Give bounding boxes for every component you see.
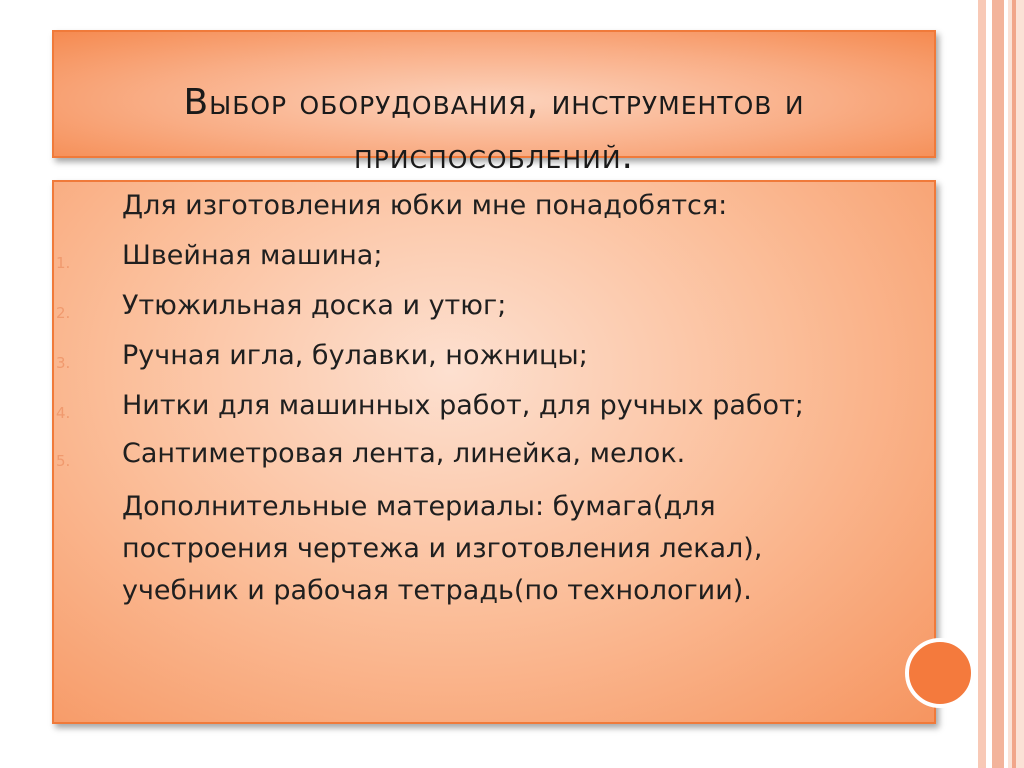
list-number: 5. <box>56 452 71 470</box>
list-item-text: Сантиметровая лента, линейка, мелок. <box>122 438 686 469</box>
list-number: 3. <box>56 354 71 372</box>
slide-content-box <box>52 180 936 724</box>
list-item-text: Швейная машина; <box>122 240 383 271</box>
list-item-text: Утюжильная доска и утюг; <box>122 290 507 321</box>
decor-stripe-1 <box>978 0 986 768</box>
slide-title-box <box>52 30 936 177</box>
extra-materials-text: Дополнительные материалы: бумага(для построения чертежа и изготовления лекал), учебник и рабочая тетрадь(по технологии). <box>122 491 763 606</box>
list-item-text: Нитки для машинных работ, для ручных работ; <box>122 390 804 421</box>
slide-title: Выбор оборудования, инструментов и приспособлений. <box>183 82 805 177</box>
decor-circle <box>905 638 975 708</box>
intro-text: Для изготовления юбки мне понадобятся: <box>122 190 728 221</box>
list-item-text: Ручная игла, булавки, ножницы; <box>122 340 588 371</box>
decor-stripe-2 <box>992 0 1004 768</box>
decor-stripe-3 <box>1008 0 1024 768</box>
list-number: 1. <box>56 254 71 272</box>
list-number: 2. <box>56 304 71 322</box>
decor-stripe-4 <box>1012 0 1016 768</box>
list-number: 4. <box>56 404 71 422</box>
